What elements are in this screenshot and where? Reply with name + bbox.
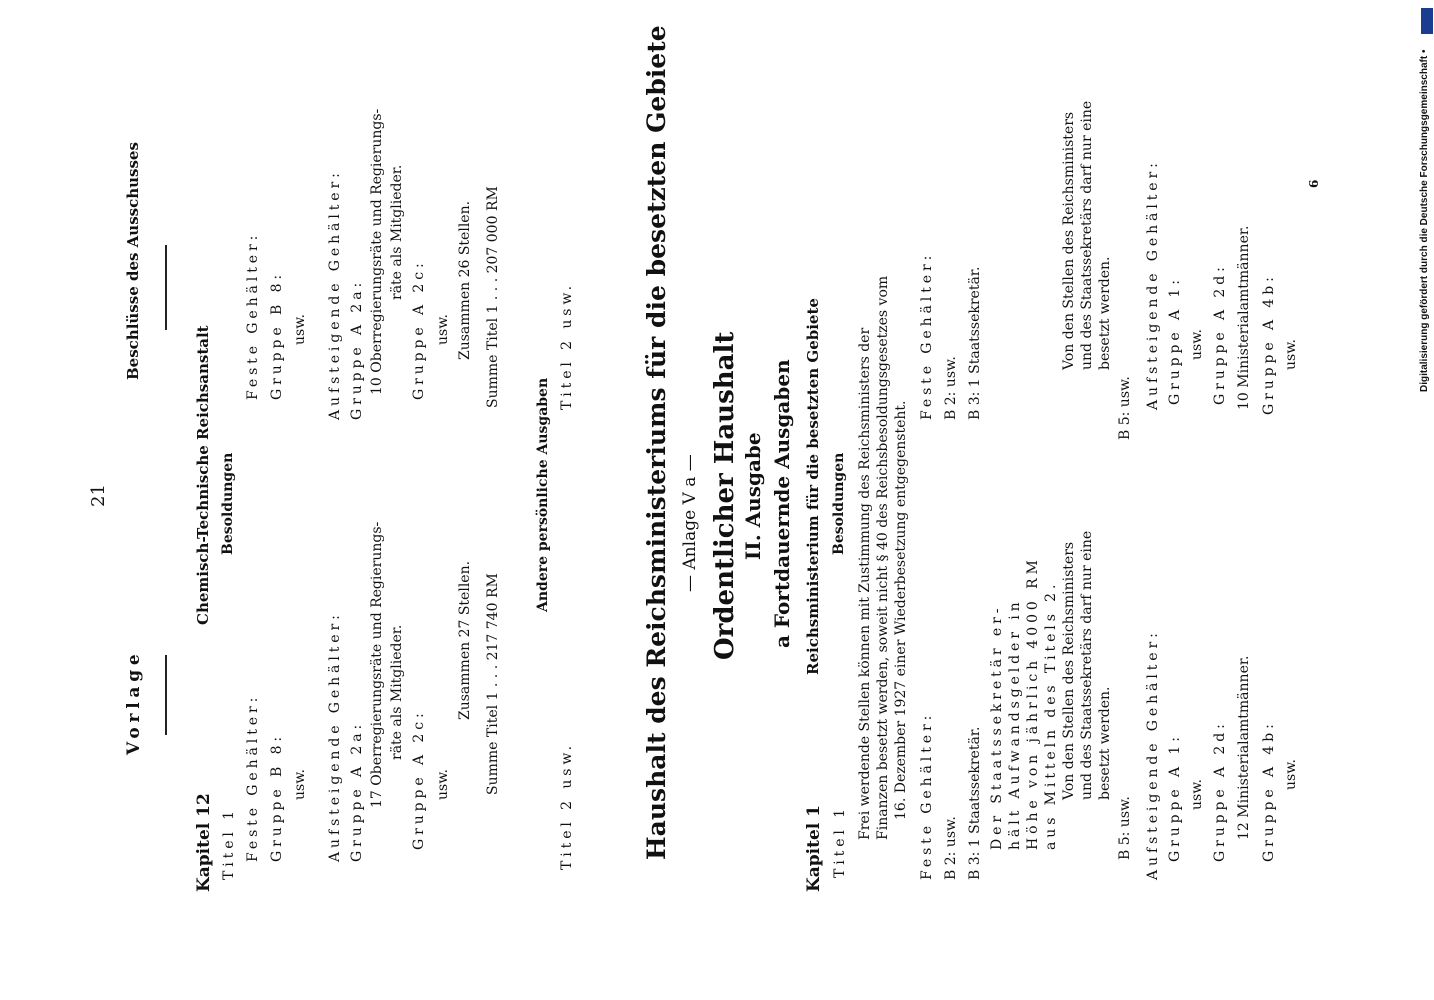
der-line4: aus Mitteln des Titels 2. — [1043, 580, 1059, 850]
gruppe-a2a-left: Gruppe A 2a: — [349, 720, 365, 862]
b5-bottom-right: B 5: usw. — [1117, 376, 1133, 440]
andere-ausgaben: Andere persönliche Ausgaben — [535, 377, 551, 612]
fortdauernde-ausgaben: a Fortdauernde Ausgaben — [770, 359, 794, 648]
feste-right: Feste Gehälter: — [245, 231, 261, 400]
von-line3-left: besetzt werden. — [1097, 686, 1113, 800]
von-line1-left: Von den Stellen des Reichsministers — [1061, 541, 1077, 800]
header-beschluesse: Beschlüsse des Ausschusses — [124, 142, 142, 380]
digitization-note: Digitalisierung gefördert durch die Deutsche Forschungsgemeinschaft • — [1419, 49, 1430, 392]
titel1-left: Titel 1 — [221, 806, 237, 880]
usw-a2c-left: usw. — [435, 769, 451, 800]
besoldungen-middle: Besoldungen — [831, 452, 847, 555]
aufsteigende-bottom-right: Aufsteigende Gehälter: — [1145, 159, 1161, 410]
gruppe-b8-left: Gruppe B 8: — [269, 732, 285, 862]
gruppe-b8-right: Gruppe B 8: — [269, 270, 285, 400]
usw-a4b-right: usw. — [1283, 339, 1299, 370]
ober-line2-right: räte als Mitglieder. — [389, 164, 405, 300]
anlage: — Anlage V a — — [680, 454, 700, 592]
gruppe-a2d-left: Gruppe A 2d: — [1212, 720, 1228, 862]
aufsteigende-bottom-left: Aufsteigende Gehälter: — [1145, 629, 1161, 880]
footnote-mark: 6 — [1307, 179, 1321, 188]
ober-line2-left: räte als Mitglieder. — [389, 624, 405, 760]
usw-a1-right: usw. — [1189, 329, 1205, 360]
frei-line2: Finanzen besetzt werden, soweit nicht § 40 des Reichsbesoldungsgesetzes vom — [875, 275, 891, 840]
gruppe-a4b-right: Gruppe A 4b: — [1261, 273, 1277, 415]
gruppe-a2c-left: Gruppe A 2c: — [411, 709, 427, 850]
gruppe-a4b-left: Gruppe A 4b: — [1261, 720, 1277, 862]
usw-a1-left: usw. — [1189, 779, 1205, 810]
haupttitel: Haushalt des Reichsministeriums für die besetzten Gebiete — [642, 25, 671, 860]
feste-left: Feste Gehälter: — [245, 693, 261, 862]
von-line1-right: Von den Stellen des Reichsministers — [1061, 111, 1077, 370]
ober-line1-right: 10 Oberregierungsräte und Regierungs- — [369, 108, 385, 395]
von-line2-right: und des Staatssekretärs darf nur eine — [1079, 100, 1095, 370]
zusammen-left: Zusammen 27 Stellen. — [457, 560, 473, 720]
minister-right: 10 Ministerialamtmänner. — [1236, 225, 1252, 410]
ausgabe: II. Ausgabe — [741, 432, 765, 560]
titel2-right: Titel 2 usw. — [559, 281, 575, 410]
header-rule-right — [165, 245, 167, 330]
usw-b8-left: usw. — [292, 769, 308, 800]
gruppe-a1-right: Gruppe A 1: — [1167, 276, 1183, 405]
frei-line1: Frei werdende Stellen können mit Zustimmung des Reichsministers der — [857, 327, 873, 840]
ober-line1-left: 17 Oberregierungsräte und Regierungs- — [369, 521, 385, 808]
feste-bottom-left: Feste Gehälter: — [919, 711, 935, 880]
b2-bottom-right: B 2: usw. — [943, 356, 959, 420]
header-rule-left — [165, 655, 167, 735]
anstalt-title: Chemisch-Technische Reichsanstalt — [194, 325, 212, 625]
aufsteigende-right: Aufsteigende Gehälter: — [327, 169, 343, 420]
besoldungen-top: Besoldungen — [220, 452, 236, 555]
b2-bottom-left: B 2: usw. — [943, 816, 959, 880]
kapitel-12: Kapitel 12 — [194, 793, 214, 892]
der-line2: hält Aufwandsgelder in — [1007, 598, 1023, 850]
von-line3-right: besetzt werden. — [1097, 256, 1113, 370]
header-vorlage: Vorlage — [124, 649, 144, 755]
usw-a4b-left: usw. — [1283, 759, 1299, 790]
der-line1: Der Staatssekretär er- — [989, 604, 1005, 850]
titel1-bottom: Titel 1 — [832, 804, 848, 878]
usw-a2c-right: usw. — [435, 314, 451, 345]
zusammen-right: Zusammen 26 Stellen. — [457, 200, 473, 360]
frei-line3: 16. Dezember 1927 einer Wiederbesetzung entgegensteht. — [893, 400, 909, 820]
aufsteigende-left: Aufsteigende Gehälter: — [327, 611, 343, 862]
summe-right: Summe Titel 1 . . . 207 000 RM — [485, 186, 501, 408]
usw-b8-right: usw. — [292, 314, 308, 345]
summe-left: Summe Titel 1 . . . 217 740 RM — [485, 573, 501, 795]
feste-bottom-right: Feste Gehälter: — [919, 251, 935, 420]
kapitel-1: Kapitel 1 — [804, 804, 824, 892]
von-line2-left: und des Staatssekretärs darf nur eine — [1079, 530, 1095, 800]
ministerium-title: Reichsministerium für die besetzten Gebiete — [804, 298, 822, 675]
titel2-left: Titel 2 usw. — [559, 741, 575, 870]
gruppe-a2a-right: Gruppe A 2a: — [349, 278, 365, 420]
gruppe-a1-left: Gruppe A 1: — [1167, 733, 1183, 862]
der-line3: Höhe von jährlich 4000 RM — [1025, 556, 1041, 850]
dfg-logo — [1421, 8, 1433, 34]
gruppe-a2d-right: Gruppe A 2d: — [1212, 263, 1228, 405]
page-number: 21 — [88, 484, 109, 507]
b5-bottom-left: B 5: usw. — [1117, 796, 1133, 860]
b3-bottom-right: B 3: 1 Staatssekretär. — [967, 266, 983, 420]
minister-left: 12 Ministerialamtmänner. — [1236, 655, 1252, 840]
b3-bottom-left: B 3: 1 Staatssekretär. — [967, 726, 983, 880]
gruppe-a2c-right: Gruppe A 2c: — [411, 259, 427, 400]
ordentlicher-haushalt: Ordentlicher Haushalt — [710, 331, 740, 660]
